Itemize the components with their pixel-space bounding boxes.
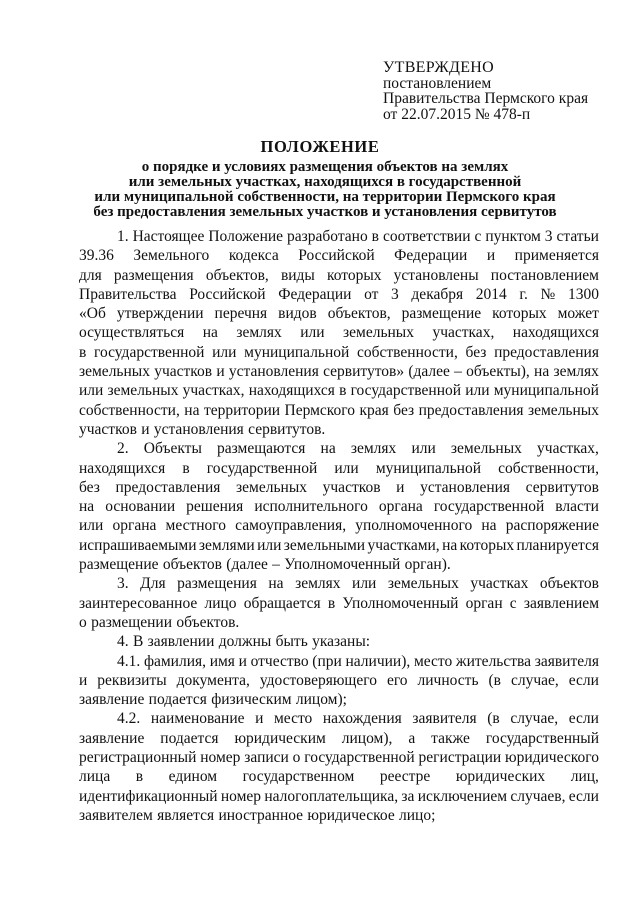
subtitle-line: или муниципальной собственности, на территории Пермского края bbox=[94, 189, 556, 205]
paragraph-line: регистрационный номер записи о государственной регистрации юридического bbox=[79, 749, 599, 767]
paragraph-line: собственности, на территории Пермского края без предоставления земельных bbox=[79, 401, 599, 419]
paragraph-line: без предоставления земельных участков и установления сервитутов bbox=[79, 478, 599, 496]
paragraph-line: 39.36 Земельного кодекса Российской Федерации и применяется bbox=[79, 247, 599, 265]
paragraph-line: заинтересованное лицо обращается в Уполномоченный орган с заявлением bbox=[79, 594, 599, 612]
paragraph-line: заявителем является иностранное юридическое лицо; bbox=[79, 806, 436, 824]
paragraph bbox=[79, 574, 599, 632]
paragraph-line: испрашиваемыми землями или земельными участками, на которых планируется bbox=[79, 536, 599, 554]
paragraph-line: находящихся в государственной или муниципальной собственности, bbox=[79, 459, 599, 477]
paragraph-line: осуществляться на землях или земельных участках, находящихся bbox=[79, 324, 599, 342]
approval-date-number: от 22.07.2015 № 478-п bbox=[383, 105, 531, 123]
paragraph-line: Правительства Российской Федерации от 3 декабря 2014 г. № 1300 bbox=[79, 285, 599, 303]
paragraph bbox=[79, 227, 599, 439]
document-subtitle bbox=[70, 160, 580, 220]
paragraph-line: 4. В заявлении должны быть указаны: bbox=[117, 633, 371, 651]
subtitle-line: или земельных участках, находящихся в государственной bbox=[128, 174, 522, 190]
paragraph-line: земельных участков и установления сервитутов» (далее – объекты), на землях bbox=[79, 363, 599, 381]
approval-line: Правительства Пермского края bbox=[383, 90, 589, 107]
paragraph-line: для размещения объектов, виды которых установлены постановлением bbox=[79, 266, 599, 284]
paragraph-line: размещение объектов (далее – Уполномоченный орган). bbox=[79, 556, 451, 574]
paragraph-line: 1. Настоящее Положение разработано в соответствии с пунктом 3 статьи bbox=[117, 228, 599, 245]
paragraph-line: заявление подается физическим лицом); bbox=[79, 691, 347, 709]
subtitle-line: о порядке и условиях размещения объектов на землях bbox=[141, 159, 509, 175]
subtitle-line: без предоставления земельных участков и установления сервитутов bbox=[93, 204, 557, 220]
paragraph bbox=[79, 632, 599, 651]
approval-heading: УТВЕРЖДЕНО bbox=[383, 59, 495, 76]
paragraph-line: заявление подается юридическим лицом), а также государственный bbox=[79, 729, 599, 747]
paragraph-line: в государственной или муниципальной собственности, без предоставления bbox=[79, 343, 599, 361]
paragraph-line: 2. Объекты размещаются на землях или земельных участках, bbox=[117, 440, 599, 458]
paragraph-line: «Об утверждении перечня видов объектов, размещение которых может bbox=[79, 305, 599, 323]
approval-line: постановлением bbox=[383, 74, 492, 92]
paragraph-line: идентификационный номер налогоплательщика, за исключением случаев, если bbox=[79, 787, 599, 805]
paragraph-line: и реквизиты документа, удостоверяющего его личность (в случае, если bbox=[79, 671, 599, 689]
document-title: ПОЛОЖЕНИЕ bbox=[260, 137, 380, 156]
paragraph-line: участков и установления сервитутов. bbox=[79, 420, 326, 438]
paragraph-line: 3. Для размещения на землях или земельных участках объектов bbox=[117, 575, 599, 593]
approval-stamp bbox=[383, 60, 588, 122]
paragraph-line: о размещении объектов. bbox=[79, 613, 240, 631]
paragraph-line: на основании решения исполнительного органа государственной власти bbox=[79, 498, 599, 516]
paragraph-line: 4.2. наименование и место нахождения заявителя (в случае, если bbox=[117, 710, 599, 728]
paragraph bbox=[79, 439, 599, 574]
paragraph-line: лица в едином государственном реестре юридических лиц, bbox=[79, 768, 599, 786]
paragraph-line: 4.1. фамилия, имя и отчество (при наличии), место жительства заявителя bbox=[117, 652, 599, 670]
paragraph-line: или органа местного самоуправления, уполномоченного на распоряжение bbox=[79, 517, 599, 535]
paragraph bbox=[79, 652, 599, 710]
paragraph bbox=[79, 709, 599, 825]
document-body bbox=[79, 227, 599, 825]
paragraph-line: или земельных участках, находящихся в государственной или муниципальной bbox=[79, 382, 599, 400]
